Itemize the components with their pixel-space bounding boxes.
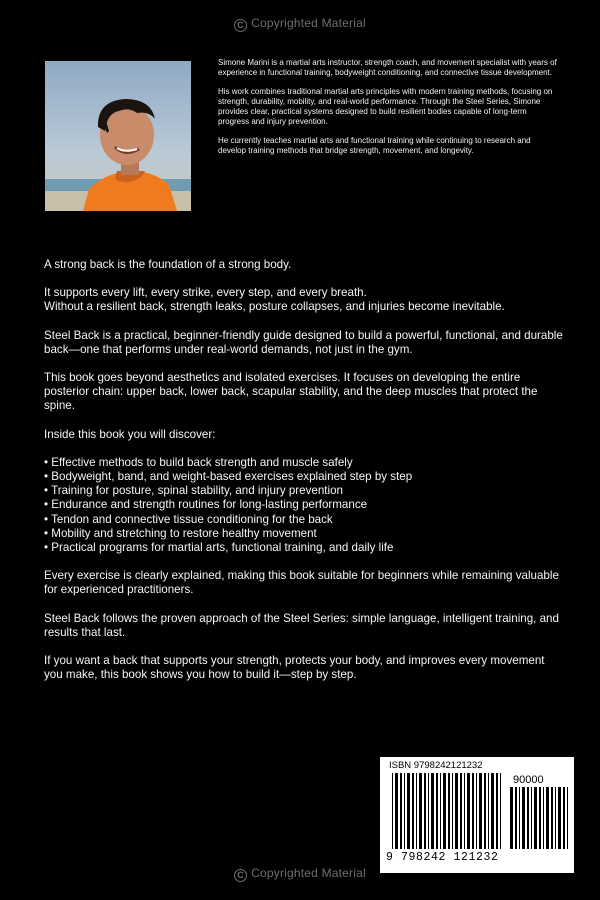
- barcode-bar: [407, 773, 410, 849]
- barcode-bar: [392, 773, 393, 849]
- discover-heading: Inside this book you will discover:: [44, 427, 216, 441]
- barcode-bar: [519, 787, 520, 849]
- author-bio-paragraph: His work combines traditional martial arts principles with modern training methods, focusing on strength, durability, mobility, and real-world performance. Through the Steel Series, Simone provides clear, practical systems designed to build resilient bodies capable of long-term progress and injury prevention.: [218, 87, 553, 126]
- barcode-bar: [424, 773, 426, 849]
- closing-text: If you want a back that supports your strength, protects your body, and improves every movement you make, this book shows you how to build it—step by step.: [44, 654, 545, 682]
- barcode-bar: [460, 773, 462, 849]
- barcode-bar: [400, 773, 402, 849]
- barcode-digits: 9 798242 121232: [386, 851, 499, 864]
- barcode-bar: [452, 773, 453, 849]
- barcode-bar: [428, 773, 429, 849]
- barcode-bar: [443, 773, 446, 849]
- list-item: • Endurance and strength routines for long-lasting performance: [44, 498, 368, 512]
- watermark-bottom: C Copyrighted Material: [0, 866, 600, 882]
- discover-list: [44, 456, 564, 555]
- intro-text: A strong back is the foundation of a strong body.: [44, 258, 292, 271]
- barcode-bar: [531, 787, 532, 849]
- author-bio: [218, 58, 558, 165]
- copyright-icon: C: [234, 19, 247, 32]
- barcode-bar: [543, 787, 544, 849]
- list-item: • Bodyweight, band, and weight-based exercises explained step by step: [44, 470, 413, 484]
- steel-series-text: Steel Back follows the proven approach of the Steel Series: simple language, intelligent training, and results that last.: [44, 611, 559, 639]
- barcode-bar: [404, 773, 405, 849]
- barcode-bar: [522, 787, 525, 849]
- barcode-bar: [488, 773, 489, 849]
- barcode-bar: [448, 773, 450, 849]
- barcode-bar: [558, 787, 561, 849]
- book-description: [44, 258, 564, 696]
- barcode-bar: [527, 787, 529, 849]
- isbn-barcode: [380, 757, 574, 873]
- barcode-bar: [440, 773, 441, 849]
- barcode-bar: [419, 773, 422, 849]
- list-item: • Training for posture, spinal stability, and injury prevention: [44, 484, 343, 498]
- watermark-top: C Copyrighted Material: [0, 16, 600, 32]
- barcode-bar: [416, 773, 417, 849]
- barcode-bar: [431, 773, 434, 849]
- barcode-bar: [563, 787, 565, 849]
- barcode-bar: [436, 773, 438, 849]
- list-item: • Effective methods to build back strength and muscle safely: [44, 455, 353, 469]
- barcode-bar: [534, 787, 537, 849]
- goes-beyond-text: This book goes beyond aesthetics and isolated exercises. It focuses on developing the entire posterior chain: upper back, lower back, scapular stability, and the deep muscles that protect the spine.: [44, 371, 538, 413]
- copyright-icon: C: [234, 869, 247, 882]
- barcode-bar: [467, 773, 470, 849]
- barcode-bar: [464, 773, 465, 849]
- list-item: • Practical programs for martial arts, functional training, and daily life: [44, 541, 394, 555]
- barcode-bar: [539, 787, 541, 849]
- barcode-bar: [455, 773, 458, 849]
- barcode-bar: [546, 787, 549, 849]
- barcode-bar: [510, 787, 513, 849]
- steel-back-description: Steel Back is a practical, beginner-friendly guide designed to build a powerful, functional, and durable back—one that performs under real-world demands, not just in the gym.: [44, 328, 563, 356]
- barcode-bar: [395, 773, 398, 849]
- author-bio-paragraph: Simone Marini is a martial arts instructor, strength coach, and movement specialist with years of experience in functional training, bodyweight conditioning, and connective tissue development.: [218, 58, 557, 77]
- barcode-bar: [567, 787, 568, 849]
- barcode-bar: [479, 773, 482, 849]
- barcode-bar: [551, 787, 553, 849]
- barcode-bar: [472, 773, 474, 849]
- barcode-bar: [515, 787, 517, 849]
- barcode-bar: [500, 773, 501, 849]
- barcode-bar: [476, 773, 477, 849]
- list-item: • Mobility and stretching to restore healthy movement: [44, 526, 317, 540]
- price-code: 90000: [513, 774, 544, 786]
- supports-text: It supports every lift, every strike, every step, and every breath. Without a resilient back, strength leaks, posture collapses, and injuries become inevitable.: [44, 286, 505, 314]
- barcode-bar: [412, 773, 414, 849]
- barcode-bar: [496, 773, 498, 849]
- author-bio-paragraph: He currently teaches martial arts and functional training while continuing to research and develop training methods that bridge strength, movement, and longevity.: [218, 136, 531, 155]
- barcode-bar: [484, 773, 486, 849]
- author-photo: [45, 61, 191, 211]
- isbn-label: ISBN 9798242121232: [389, 760, 483, 771]
- barcode-bar: [555, 787, 556, 849]
- list-item: • Tendon and connective tissue conditioning for the back: [44, 512, 333, 526]
- barcode-bar: [491, 773, 494, 849]
- author-photo-image: [45, 61, 191, 211]
- every-exercise-text: Every exercise is clearly explained, making this book suitable for beginners while remaining valuable for experienced practitioners.: [44, 569, 559, 597]
